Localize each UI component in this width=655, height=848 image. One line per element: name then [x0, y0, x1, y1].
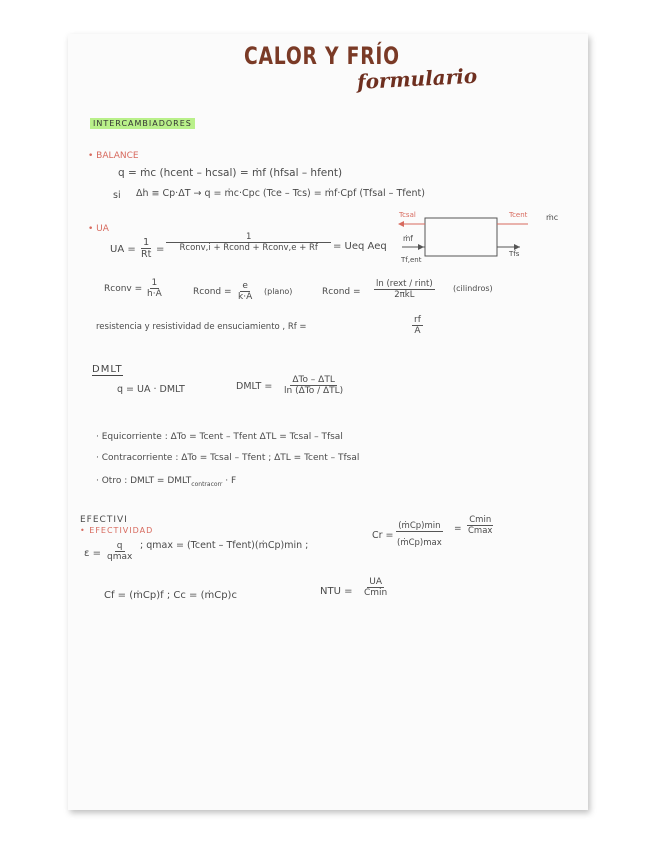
dmlt-eq2-lhs: DMLT = [236, 381, 273, 392]
ua-fraction-1-den: Rt [141, 249, 152, 260]
page-subtitle: formulario [356, 63, 478, 94]
ntu-den: Cmin [364, 588, 388, 598]
ua-equals: = [156, 244, 165, 255]
rcond-cil-num: ln (rext / rint) [376, 279, 433, 289]
ua-fraction-2-den: Rconv,i + Rcond + Rconv,e + Rf [179, 243, 318, 253]
balance-label: • BALANCE [88, 151, 139, 161]
rcond-cil-note: (cilindros) [453, 284, 493, 293]
rcond-plano-note: (plano) [264, 287, 293, 296]
ua-lhs: UA = [110, 244, 136, 255]
rconv-fraction [145, 278, 164, 299]
efectividad-heading: • EFECTIVIDAD [80, 526, 154, 535]
dmlt-otro [96, 476, 236, 488]
dmlt-otro-end: · F [225, 476, 237, 486]
diagram-mc: ṁc [546, 213, 559, 222]
rconv-den: h·A [147, 289, 162, 299]
balance-equation-1: q = ṁc (hcent – hcsal) = ṁf (hfsal – hfent) [118, 167, 343, 179]
ua-label: • UA [88, 224, 109, 234]
cr-num1: (ṁCp)min [398, 521, 441, 531]
ensuciamiento-num: rf [414, 315, 421, 325]
cr-num2: Cmin [469, 515, 492, 525]
ua-fraction-2-num: 1 [166, 232, 331, 243]
rcond-plano-num: e [242, 281, 248, 291]
cr-lhs: Cr = [372, 530, 394, 541]
rcond-plano-fraction [236, 281, 254, 302]
diagram-tfent: Tf,ent [401, 256, 422, 264]
cr-den1: (ṁCp)max [397, 538, 442, 548]
ensuciamiento-fraction [412, 315, 423, 336]
balance-equation-2: Δh ≡ Cp·ΔT → q = ṁc·Cpc (Tce – Tcs) = ṁf·Cpf (Tfsal – Tfent) [136, 188, 425, 199]
rcond-cil-lhs: Rcond = [322, 287, 361, 297]
ensuciamiento-text: resistencia y resistividad de ensuciamiento , Rf = [96, 322, 307, 332]
dmlt-otro-text: · Otro : DMLT = DMLT [96, 476, 192, 486]
ntu-num: UA [369, 577, 382, 587]
ntu-lhs: NTU = [320, 586, 353, 597]
cr-den2: Cmax [468, 526, 493, 536]
rcond-plano-lhs: Rcond = [193, 287, 232, 297]
cr-fraction-1 [395, 521, 444, 548]
rcond-cil-den: 2πkL [394, 290, 415, 300]
dmlt-fraction [282, 375, 345, 396]
rcond-cil-fraction [374, 279, 435, 300]
diagram-tcent: Tcent [509, 211, 528, 219]
cf-cc-equation: Cf = (ṁCp)f ; Cc = (ṁCp)c [104, 590, 237, 601]
dmlt-den: ln (ΔTo / ΔTL) [284, 386, 344, 396]
dmlt-num: ΔTo – ΔTL [292, 375, 335, 385]
eps-lhs: ε = [84, 548, 101, 559]
ensuciamiento-den: A [414, 326, 421, 336]
ua-rhs: = Ueq Aeq [333, 241, 387, 252]
ntu-fraction [362, 577, 389, 598]
diagram-tcsal: Tcsal [399, 211, 416, 219]
efectividad-heading-struck: EFECTIVI [80, 515, 128, 525]
rconv-num: 1 [151, 278, 158, 288]
dmlt-eq1: q = UA · DMLT [117, 384, 185, 395]
eps-num: q [116, 541, 123, 551]
section-heading-intercambiadores: INTERCAMBIADORES [90, 118, 195, 129]
diagram-mf: ṁf [403, 234, 413, 243]
dmlt-equicorriente: · Equicorriente : ΔTo = Tcent – Tfent ΔTL = Tcsal – Tfsal [96, 432, 343, 442]
rcond-plano-den: k·A [238, 292, 253, 302]
ua-fraction-1-num: 1 [143, 237, 150, 248]
balance-si: si [113, 190, 121, 201]
dmlt-otro-sub: contracorr [191, 480, 223, 488]
rconv-lhs: Rconv = [104, 284, 143, 294]
eps-fraction [105, 541, 134, 562]
dmlt-heading: DMLT [92, 364, 123, 375]
qmax-equation: ; qmax = (Tcent – Tfent)(ṁCp)min ; [140, 540, 309, 551]
page-title: CALOR Y FRÍO [244, 42, 400, 70]
diagram-tfs: Tfs [509, 250, 520, 258]
dmlt-contracorriente: · Contracorriente : ΔTo = Tcsal – Tfent ; ΔTL = Tcent – Tfsal [96, 453, 360, 463]
cr-equals: = [454, 524, 462, 534]
eps-den: qmax [107, 552, 133, 562]
cr-fraction-2 [466, 515, 494, 536]
